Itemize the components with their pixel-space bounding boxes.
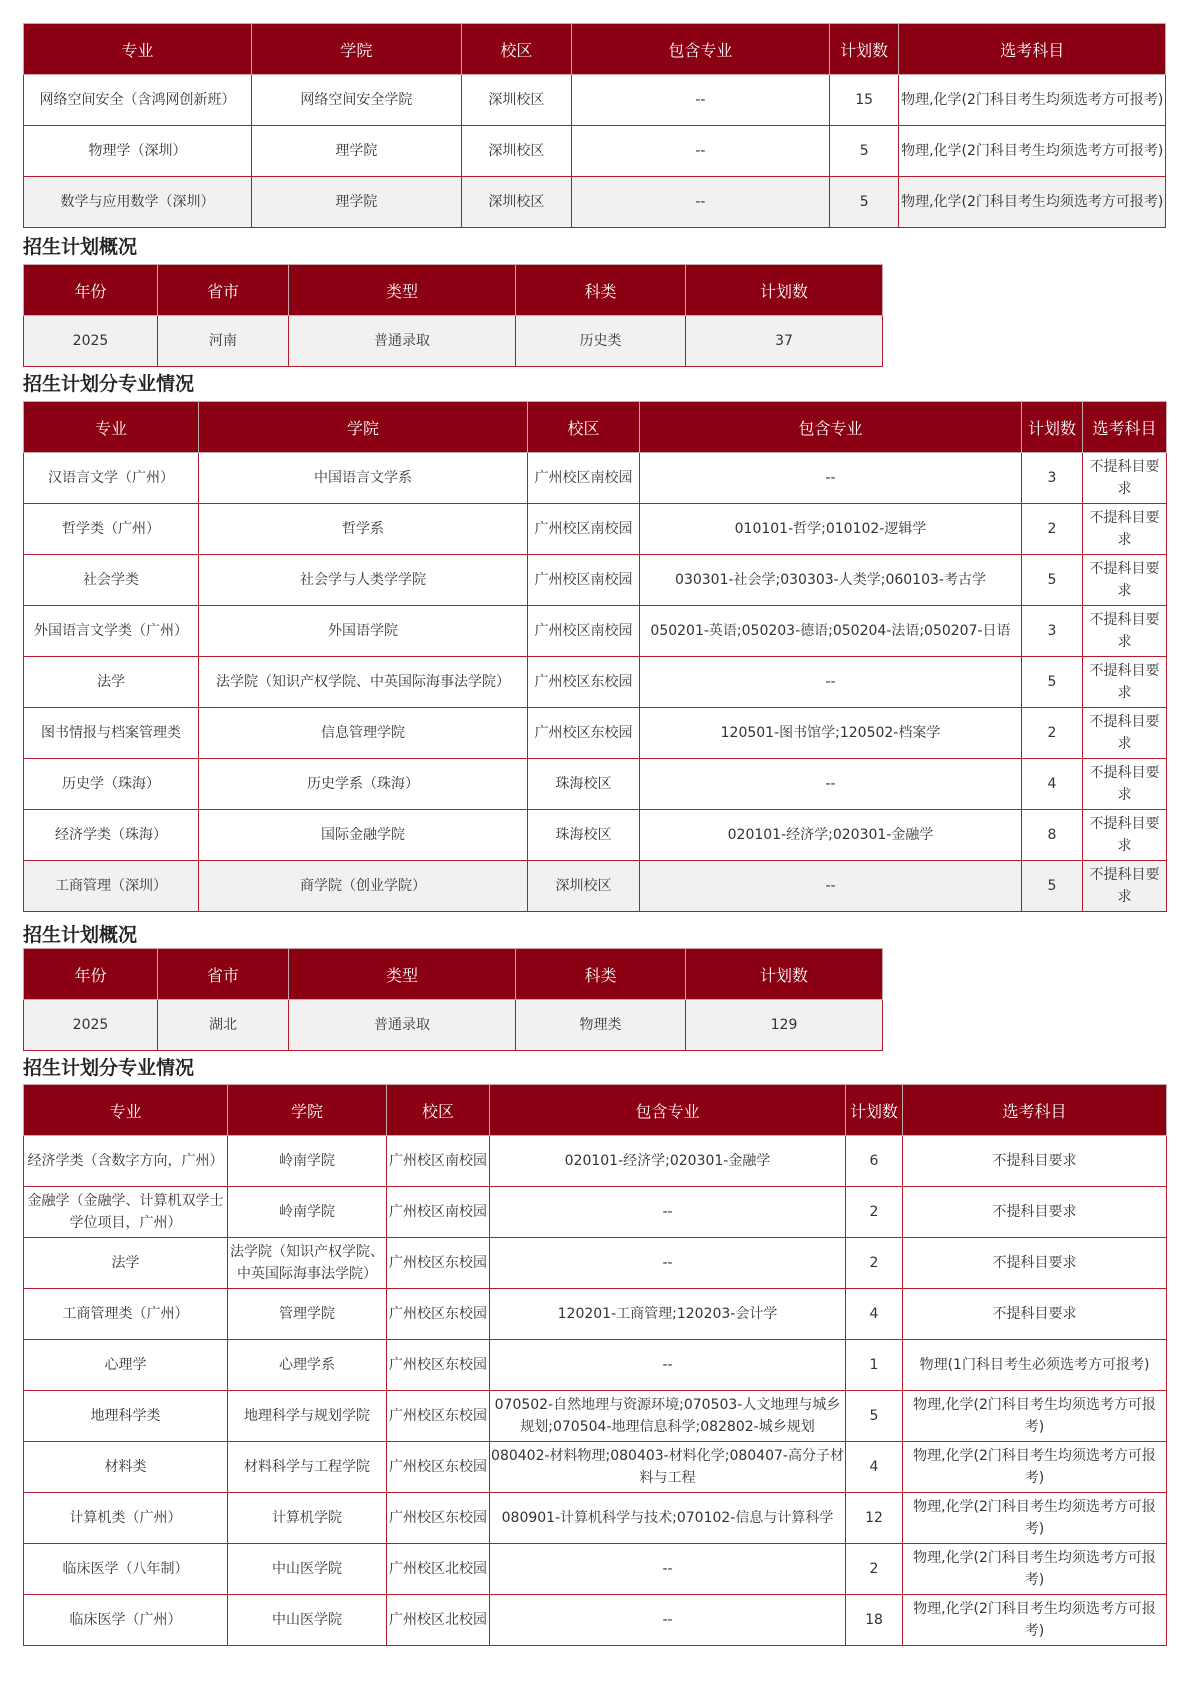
col-header-subjects: 选考科目 [1083, 402, 1167, 453]
table-header-row [24, 265, 883, 316]
cell-major: 网络空间安全（含鸿网创新班） [24, 75, 252, 126]
col-header-category: 科类 [516, 949, 686, 1000]
col-header-campus: 校区 [528, 402, 640, 453]
table-row [24, 1289, 1167, 1340]
table-row [24, 1340, 1167, 1391]
cell-college: 法学院（知识产权学院、中英国际海事法学院） [199, 657, 528, 708]
cell-major: 金融学（金融学、计算机双学士学位项目，广州） [24, 1187, 228, 1238]
cell-subjects: 物理,化学(2门科目考生均须选考方可报考) [903, 1595, 1167, 1646]
cell-included-majors: -- [490, 1238, 846, 1289]
col-header-plan-count: 计划数 [846, 1085, 903, 1136]
cell-included-majors: -- [490, 1187, 846, 1238]
cell-college: 岭南学院 [228, 1136, 387, 1187]
col-header-plan-count: 计划数 [686, 265, 883, 316]
cell-subjects: 不提科目要求 [1083, 657, 1167, 708]
cell-campus: 深圳校区 [461, 177, 571, 228]
cell-campus: 广州校区东校园 [387, 1493, 490, 1544]
cell-plan-count: 15 [829, 75, 899, 126]
cell-college: 地理科学与规划学院 [228, 1391, 387, 1442]
col-header-included-majors: 包含专业 [571, 24, 829, 75]
cell-campus: 深圳校区 [528, 861, 640, 912]
cell-included-majors: -- [490, 1595, 846, 1646]
cell-included-majors: 010101-哲学;010102-逻辑学 [640, 504, 1022, 555]
table-row [24, 708, 1167, 759]
col-header-province: 省市 [158, 949, 289, 1000]
table-row [24, 759, 1167, 810]
cell-major: 工商管理类（广州） [24, 1289, 228, 1340]
cell-category: 物理类 [516, 1000, 686, 1051]
section-title-overview: 招生计划概况 [23, 924, 138, 946]
cell-college: 材料科学与工程学院 [228, 1442, 387, 1493]
cell-plan-count: 2 [846, 1187, 903, 1238]
plan-overview-table-henan [23, 264, 883, 367]
table-row [24, 1000, 883, 1051]
cell-included-majors: 020101-经济学;020301-金融学 [640, 810, 1022, 861]
cell-subjects: 物理,化学(2门科目考生均须选考方可报考) [899, 177, 1166, 228]
cell-college: 管理学院 [228, 1289, 387, 1340]
cell-plan-count: 4 [846, 1289, 903, 1340]
cell-campus: 深圳校区 [461, 126, 571, 177]
cell-major: 物理学（深圳） [24, 126, 252, 177]
cell-college: 心理学系 [228, 1340, 387, 1391]
col-header-major: 专业 [24, 24, 252, 75]
cell-campus: 广州校区东校园 [387, 1442, 490, 1493]
table-header-row [24, 402, 1167, 453]
cell-subjects: 不提科目要求 [903, 1136, 1167, 1187]
cell-campus: 广州校区南校园 [387, 1136, 490, 1187]
col-header-subjects: 选考科目 [899, 24, 1166, 75]
cell-included-majors: 070502-自然地理与资源环境;070503-人文地理与城乡规划;070504-地理信息科学;082802-城乡规划 [490, 1391, 846, 1442]
col-header-subjects: 选考科目 [903, 1085, 1167, 1136]
col-header-major: 专业 [24, 1085, 228, 1136]
cell-plan-count: 8 [1022, 810, 1083, 861]
cell-plan-count: 12 [846, 1493, 903, 1544]
col-header-plan-count: 计划数 [686, 949, 883, 1000]
cell-plan-count: 5 [846, 1391, 903, 1442]
cell-included-majors: 080901-计算机科学与技术;070102-信息与计算科学 [490, 1493, 846, 1544]
table-row [24, 504, 1167, 555]
cell-province: 河南 [158, 316, 289, 367]
cell-included-majors: 030301-社会学;030303-人类学;060103-考古学 [640, 555, 1022, 606]
table-row [24, 1595, 1167, 1646]
cell-included-majors: 080402-材料物理;080403-材料化学;080407-高分子材料与工程 [490, 1442, 846, 1493]
cell-major: 计算机类（广州） [24, 1493, 228, 1544]
cell-major: 法学 [24, 657, 199, 708]
table-row [24, 1238, 1167, 1289]
col-header-type: 类型 [289, 265, 516, 316]
cell-subjects: 不提科目要求 [1083, 606, 1167, 657]
cell-plan-count: 5 [1022, 861, 1083, 912]
table-row [24, 1136, 1167, 1187]
col-header-plan-count: 计划数 [829, 24, 899, 75]
cell-major: 临床医学（八年制） [24, 1544, 228, 1595]
table-row [24, 1493, 1167, 1544]
cell-campus: 珠海校区 [528, 810, 640, 861]
cell-subjects: 不提科目要求 [1083, 504, 1167, 555]
cell-major: 社会学类 [24, 555, 199, 606]
cell-major: 心理学 [24, 1340, 228, 1391]
cell-campus: 广州校区东校园 [528, 708, 640, 759]
cell-campus: 广州校区北校园 [387, 1595, 490, 1646]
cell-included-majors: -- [571, 177, 829, 228]
cell-year: 2025 [24, 316, 158, 367]
cell-plan-count: 1 [846, 1340, 903, 1391]
cell-plan-count: 2 [846, 1544, 903, 1595]
cell-year: 2025 [24, 1000, 158, 1051]
cell-subjects: 物理,化学(2门科目考生均须选考方可报考) [899, 75, 1166, 126]
cell-campus: 广州校区南校园 [528, 606, 640, 657]
col-header-college: 学院 [251, 24, 461, 75]
cell-category: 历史类 [516, 316, 686, 367]
col-header-college: 学院 [199, 402, 528, 453]
cell-included-majors: -- [640, 657, 1022, 708]
cell-campus: 广州校区南校园 [528, 504, 640, 555]
table-row [24, 453, 1167, 504]
cell-campus: 广州校区南校园 [387, 1187, 490, 1238]
cell-subjects: 不提科目要求 [1083, 861, 1167, 912]
cell-plan-count: 18 [846, 1595, 903, 1646]
cell-major: 哲学类（广州） [24, 504, 199, 555]
cell-plan-count: 129 [686, 1000, 883, 1051]
cell-college: 社会学与人类学学院 [199, 555, 528, 606]
cell-plan-count: 2 [1022, 504, 1083, 555]
cell-major: 经济学类（珠海） [24, 810, 199, 861]
cell-included-majors: -- [571, 126, 829, 177]
cell-plan-count: 5 [1022, 555, 1083, 606]
cell-college: 外国语学院 [199, 606, 528, 657]
table-row [24, 1391, 1167, 1442]
col-header-campus: 校区 [387, 1085, 490, 1136]
cell-included-majors: -- [490, 1340, 846, 1391]
cell-included-majors: 020101-经济学;020301-金融学 [490, 1136, 846, 1187]
cell-major: 数学与应用数学（深圳） [24, 177, 252, 228]
table-row [24, 606, 1167, 657]
cell-subjects: 不提科目要求 [903, 1289, 1167, 1340]
cell-subjects: 不提科目要求 [1083, 453, 1167, 504]
cell-included-majors: 120501-图书馆学;120502-档案学 [640, 708, 1022, 759]
cell-subjects: 不提科目要求 [903, 1187, 1167, 1238]
cell-included-majors: 050201-英语;050203-德语;050204-法语;050207-日语 [640, 606, 1022, 657]
cell-major: 历史学（珠海） [24, 759, 199, 810]
cell-subjects: 物理(1门科目考生必须选考方可报考) [903, 1340, 1167, 1391]
cell-subjects: 不提科目要求 [1083, 810, 1167, 861]
col-header-year: 年份 [24, 949, 158, 1000]
col-header-included-majors: 包含专业 [490, 1085, 846, 1136]
cell-major: 材料类 [24, 1442, 228, 1493]
cell-subjects: 物理,化学(2门科目考生均须选考方可报考) [903, 1391, 1167, 1442]
cell-college: 理学院 [251, 177, 461, 228]
cell-plan-count: 37 [686, 316, 883, 367]
cell-subjects: 不提科目要求 [1083, 708, 1167, 759]
cell-college: 信息管理学院 [199, 708, 528, 759]
cell-subjects: 不提科目要求 [903, 1238, 1167, 1289]
cell-major: 法学 [24, 1238, 228, 1289]
col-header-category: 科类 [516, 265, 686, 316]
cell-college: 商学院（创业学院） [199, 861, 528, 912]
col-header-year: 年份 [24, 265, 158, 316]
cell-plan-count: 4 [846, 1442, 903, 1493]
cell-major: 工商管理（深圳） [24, 861, 199, 912]
col-header-plan-count: 计划数 [1022, 402, 1083, 453]
cell-plan-count: 2 [846, 1238, 903, 1289]
cell-subjects: 不提科目要求 [1083, 555, 1167, 606]
table-row [24, 657, 1167, 708]
cell-college: 法学院（知识产权学院、中英国际海事法学院） [228, 1238, 387, 1289]
cell-included-majors: -- [640, 759, 1022, 810]
cell-campus: 广州校区东校园 [528, 657, 640, 708]
cell-college: 哲学系 [199, 504, 528, 555]
cell-type: 普通录取 [289, 1000, 516, 1051]
cell-plan-count: 6 [846, 1136, 903, 1187]
cell-campus: 珠海校区 [528, 759, 640, 810]
table-row [24, 1544, 1167, 1595]
cell-campus: 广州校区北校园 [387, 1544, 490, 1595]
col-header-province: 省市 [158, 265, 289, 316]
cell-subjects: 物理,化学(2门科目考生均须选考方可报考) [899, 126, 1166, 177]
col-header-college: 学院 [228, 1085, 387, 1136]
cell-subjects: 不提科目要求 [1083, 759, 1167, 810]
cell-plan-count: 4 [1022, 759, 1083, 810]
table-row [24, 126, 1166, 177]
cell-major: 地理科学类 [24, 1391, 228, 1442]
table-row [24, 1187, 1167, 1238]
cell-subjects: 物理,化学(2门科目考生均须选考方可报考) [903, 1544, 1167, 1595]
cell-plan-count: 2 [1022, 708, 1083, 759]
plan-overview-table-hubei [23, 948, 883, 1051]
cell-plan-count: 3 [1022, 453, 1083, 504]
table-header-row [24, 24, 1166, 75]
cell-major: 外国语言文学类（广州） [24, 606, 199, 657]
cell-province: 湖北 [158, 1000, 289, 1051]
cell-included-majors: -- [571, 75, 829, 126]
col-header-campus: 校区 [461, 24, 571, 75]
cell-type: 普通录取 [289, 316, 516, 367]
cell-college: 国际金融学院 [199, 810, 528, 861]
cell-major: 图书情报与档案管理类 [24, 708, 199, 759]
cell-major: 经济学类（含数字方向，广州） [24, 1136, 228, 1187]
cell-plan-count: 5 [829, 177, 899, 228]
cell-included-majors: -- [640, 861, 1022, 912]
section-title-by-major: 招生计划分专业情况 [23, 1057, 195, 1079]
col-header-type: 类型 [289, 949, 516, 1000]
table-row [24, 810, 1167, 861]
cell-plan-count: 5 [1022, 657, 1083, 708]
cell-campus: 广州校区南校园 [528, 453, 640, 504]
major-plan-table-1 [23, 23, 1166, 228]
cell-campus: 广州校区东校园 [387, 1340, 490, 1391]
cell-college: 网络空间安全学院 [251, 75, 461, 126]
section-title-by-major: 招生计划分专业情况 [23, 373, 195, 395]
cell-subjects: 物理,化学(2门科目考生均须选考方可报考) [903, 1442, 1167, 1493]
col-header-included-majors: 包含专业 [640, 402, 1022, 453]
cell-campus: 广州校区南校园 [528, 555, 640, 606]
cell-major: 临床医学（广州） [24, 1595, 228, 1646]
major-plan-table-henan [23, 401, 1167, 912]
cell-campus: 广州校区东校园 [387, 1238, 490, 1289]
col-header-major: 专业 [24, 402, 199, 453]
cell-college: 中山医学院 [228, 1544, 387, 1595]
table-row [24, 555, 1167, 606]
cell-college: 理学院 [251, 126, 461, 177]
cell-subjects: 物理,化学(2门科目考生均须选考方可报考) [903, 1493, 1167, 1544]
major-plan-table-hubei [23, 1084, 1167, 1646]
cell-included-majors: 120201-工商管理;120203-会计学 [490, 1289, 846, 1340]
table-row [24, 177, 1166, 228]
cell-campus: 广州校区东校园 [387, 1289, 490, 1340]
cell-college: 历史学系（珠海） [199, 759, 528, 810]
cell-plan-count: 5 [829, 126, 899, 177]
cell-included-majors: -- [640, 453, 1022, 504]
table-row [24, 861, 1167, 912]
table-row [24, 316, 883, 367]
cell-campus: 深圳校区 [461, 75, 571, 126]
cell-included-majors: -- [490, 1544, 846, 1595]
cell-college: 中山医学院 [228, 1595, 387, 1646]
cell-major: 汉语言文学（广州） [24, 453, 199, 504]
cell-college: 计算机学院 [228, 1493, 387, 1544]
table-header-row [24, 949, 883, 1000]
table-row [24, 1442, 1167, 1493]
table-row [24, 75, 1166, 126]
cell-campus: 广州校区东校园 [387, 1391, 490, 1442]
cell-college: 中国语言文学系 [199, 453, 528, 504]
table-header-row [24, 1085, 1167, 1136]
cell-plan-count: 3 [1022, 606, 1083, 657]
cell-college: 岭南学院 [228, 1187, 387, 1238]
section-title-overview: 招生计划概况 [23, 236, 138, 258]
